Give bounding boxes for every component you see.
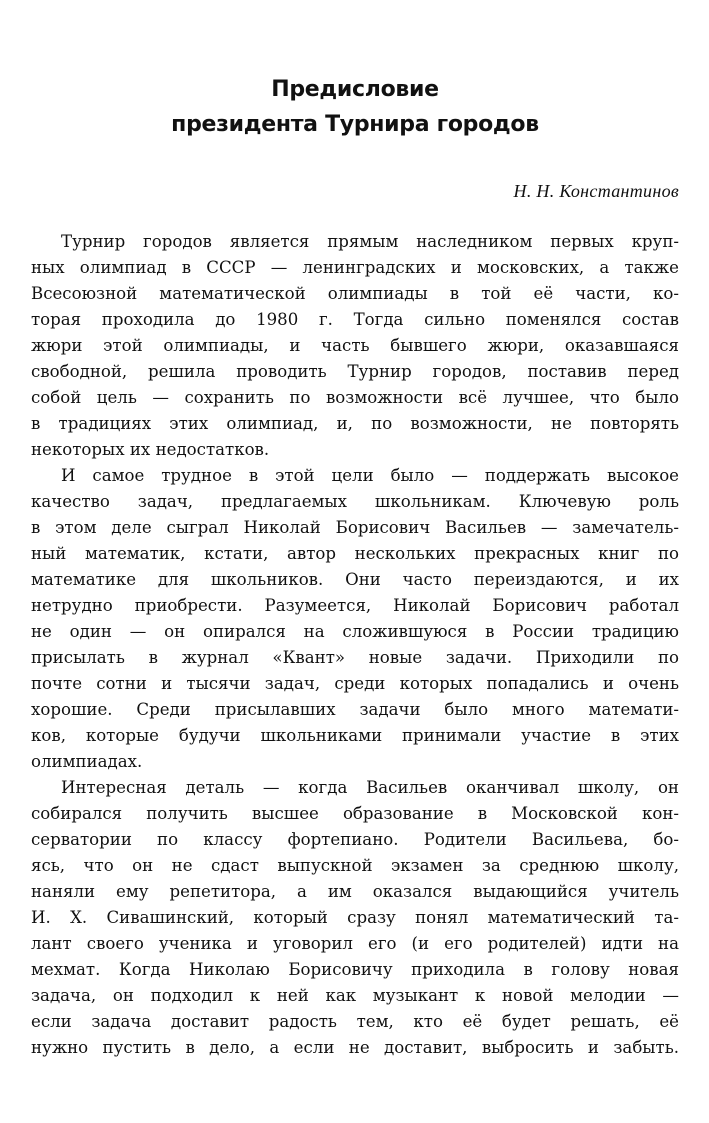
text-line: олимпиадах. [31, 752, 143, 771]
author-name: Н. Н. Константинов [513, 181, 679, 201]
text-line: в традициях этих олимпиад, и, по возможности, не повторять [31, 414, 679, 433]
text-line: ный математик, кстати, автор нескольких прекрасных книг по [31, 544, 679, 563]
text-line: качество задач, предлагаемых школьникам. Ключевую роль [31, 492, 679, 511]
text-line: наняли ему репетитора, а им оказался выдающийся учитель [31, 882, 679, 901]
text-line: нетрудно приобрести. Разумеется, Николай Борисович работал [31, 596, 679, 615]
text-line: присылать в журнал «Квант» новые задачи. Приходили по [31, 648, 679, 667]
text-line: лант своего ученика и уговорил его (и его родителей) идти на [31, 934, 679, 953]
page-title [31, 72, 679, 142]
text-line: Интересная деталь — когда Васильев оканчивал школу, он [61, 778, 679, 797]
text-line: И самое трудное в этой цели было — поддержать высокое [61, 466, 679, 485]
text-line: почте сотни и тысячи задач, среди которых попадались и очень [31, 674, 679, 693]
text-line: ков, которые будучи школьниками принимали участие в этих [31, 726, 679, 745]
title-line-2: президента Турнира городов [171, 112, 539, 137]
text-line: если задача доставит радость тем, кто её будет решать, её [31, 1012, 679, 1031]
text-line: И. Х. Сивашинский, который сразу понял математический та- [31, 908, 679, 927]
text-line: ясь, что он не сдаст выпускной экзамен за среднюю школу, [31, 856, 679, 875]
text-line: задача, он подходил к ней как музыкант к новой мелодии — [31, 986, 679, 1005]
text-line: ных олимпиад в СССР — ленинградских и московских, а также [31, 258, 679, 277]
text-line: нужно пустить в дело, а если не доставит, выбросить и забыть. [31, 1038, 679, 1057]
text-line: Турнир городов является прямым наследником первых круп- [61, 232, 679, 251]
text-line: Всесоюзной математической олимпиады в той её части, ко- [31, 284, 679, 303]
title-line-1: Предисловие [271, 77, 439, 102]
text-line: в этом деле сыграл Николай Борисович Васильев — замечатель- [31, 518, 679, 537]
text-line: хорошие. Среди присылавших задачи было много математи- [31, 700, 679, 719]
text-line: не один — он опирался на сложившуюся в России традицию [31, 622, 679, 641]
text-line: серватории по классу фортепиано. Родители Васильева, бо- [31, 830, 679, 849]
body-text [31, 229, 679, 1061]
paragraph-1 [31, 229, 679, 463]
text-line: мехмат. Когда Николаю Борисовичу приходила в голову новая [31, 960, 679, 979]
paragraph-3 [31, 775, 679, 1061]
text-line: математике для школьников. Они часто переиздаются, и их [31, 570, 679, 589]
text-line: некоторых их недостатков. [31, 440, 270, 459]
text-line: собой цель — сохранить по возможности всё лучшее, что было [31, 388, 679, 407]
paragraph-2 [31, 463, 679, 775]
text-line: торая проходила до 1980 г. Тогда сильно поменялся состав [31, 310, 679, 329]
text-line: жюри этой олимпиады, и часть бывшего жюри, оказавшаяся [31, 336, 679, 355]
text-line: собирался получить высшее образование в Московской кон- [31, 804, 679, 823]
text-line: свободной, решила проводить Турнир городов, поставив перед [31, 362, 679, 381]
document-page [31, 0, 679, 1061]
